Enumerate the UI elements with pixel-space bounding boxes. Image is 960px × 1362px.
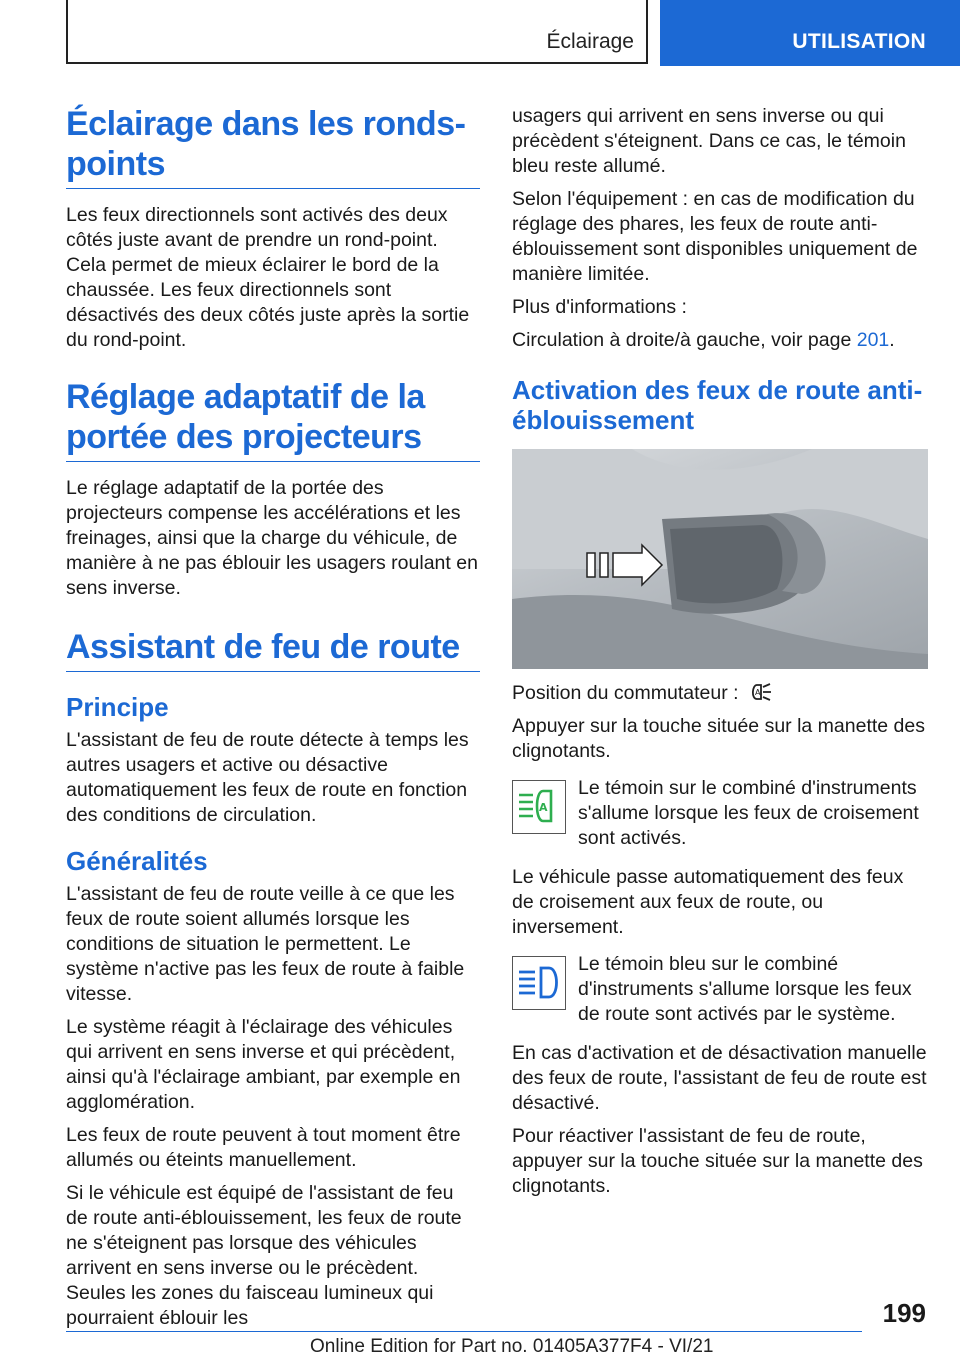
page-header xyxy=(0,0,960,66)
paragraph-auto-switch: Le véhicule passe automatiquement des feux de croisement aux feux de route, ou inversement. xyxy=(512,866,904,938)
heading-principle: Principe xyxy=(66,692,169,722)
paragraph-adaptive-range: Le réglage adaptatif de la portée des projecteurs compense les accélérations et les freinages, ainsi que la charge du véhicule, de manière à ne pas éblouir les usagers roulant en sens inverse. xyxy=(66,477,478,599)
paragraph-manual: En cas d'activation et de désactivation manuelle des feux de route, l'assistant de feu de route est désactivé. xyxy=(512,1042,927,1114)
header-frame xyxy=(66,0,648,64)
paragraph-general-2: Le système réagit à l'éclairage des véhicules qui arrivent en sens inverse et qui précèdent, ainsi qu'à l'éclairage ambiant, par exemple en agglomération. xyxy=(66,1016,461,1113)
heading-adaptive-range: Réglage adaptatif de la portée des projecteurs xyxy=(66,377,480,462)
paragraph-press-button: Appuyer sur la touche située sur la manette des clignotants. xyxy=(512,715,925,762)
switch-position-text: Position du commutateur : xyxy=(512,682,739,704)
indicator-green-text: Le témoin sur le combiné d'instruments s'allume lorsque les feux de croisement sont activés. xyxy=(578,777,919,849)
section-title: Éclairage xyxy=(546,30,634,53)
right-column xyxy=(512,104,928,1207)
paragraph-general-1: L'assistant de feu de route veille à ce que les feux de route soient allumés lorsque les conditions de situation le permettent. Le système n'active pas les feux de route à faible vitesse. xyxy=(66,883,465,1005)
svg-text:A: A xyxy=(754,688,761,697)
heading-general: Généralités xyxy=(66,846,208,876)
paragraph-reference xyxy=(512,328,928,353)
heading-high-beam-assistant: Assistant de feu de route xyxy=(66,627,480,672)
paragraph-general-4: Si le véhicule est équipé de l'assistant de feu de route anti-éblouissement, les feux de route ne s'éteignent pas lorsque des véhicules arrivent en sens inverse ou le précèdent. Seules les zones du faisceau lumineux qui pourraient éblouir les xyxy=(66,1182,462,1329)
paragraph-principle: L'assistant de feu de route détecte à temps les autres usagers et active ou désactive automatiquement les feux de route en fonction des conditions de circulation. xyxy=(66,729,469,826)
paragraph-more-info: Plus d'informations : xyxy=(512,296,687,318)
reference-text: Circulation à droite/à gauche, voir page xyxy=(512,329,857,351)
page-number: 199 xyxy=(882,1298,926,1328)
paragraph-roundabout: Les feux directionnels sont activés des deux côtés juste avant de prendre un rond-point. Cela permet de mieux éclairer le bord de la chaussée. Les feux directionnels sont désactivés des deux côtés juste après la sortie du rond-point. xyxy=(66,204,470,351)
reference-end: . xyxy=(889,329,895,351)
paragraph-general-3: Les feux de route peuvent à tout moment être allumés ou éteints manuellement. xyxy=(66,1124,461,1171)
paragraph-continued: usagers qui arrivent en sens inverse ou qui précèdent s'éteignent. Dans ce cas, le témoin bleu reste allumé. xyxy=(512,105,906,177)
paragraph-switch-position xyxy=(512,681,928,706)
svg-text:A: A xyxy=(539,801,548,814)
chapter-tab: UTILISATION xyxy=(660,0,960,66)
heading-roundabout: Éclairage dans les ronds-points xyxy=(66,104,480,189)
turn-signal-lever-photo xyxy=(512,449,928,669)
heading-anti-dazzle-activation: Activation des feux de route anti-éblouissement xyxy=(512,375,923,435)
indicator-blue-text: Le témoin bleu sur le combiné d'instruments s'allume lorsque les feux de route sont activés par le système. xyxy=(578,953,912,1025)
edition-footer: Online Edition for Part no. 01405A377F4 - VI/21 xyxy=(310,1336,714,1357)
high-beam-indicator-icon xyxy=(512,956,566,1010)
indicator-green-row xyxy=(512,776,928,851)
high-beam-assistant-icon xyxy=(747,681,773,703)
indicator-blue-row xyxy=(512,952,928,1027)
paragraph-reactivate: Pour réactiver l'assistant de feu de route, appuyer sur la touche située sur la manette des clignotants. xyxy=(512,1125,923,1197)
lever-illustration xyxy=(512,449,928,669)
left-column xyxy=(66,104,480,1339)
page-link[interactable]: 201 xyxy=(856,329,890,351)
paragraph-equipment: Selon l'équipement : en cas de modification du réglage des phares, les feux de route anti-éblouissement sont disponibles uniquement de manière limitée. xyxy=(512,188,918,285)
footer-divider xyxy=(66,1331,862,1332)
high-beam-assistant-indicator-icon xyxy=(512,780,566,834)
